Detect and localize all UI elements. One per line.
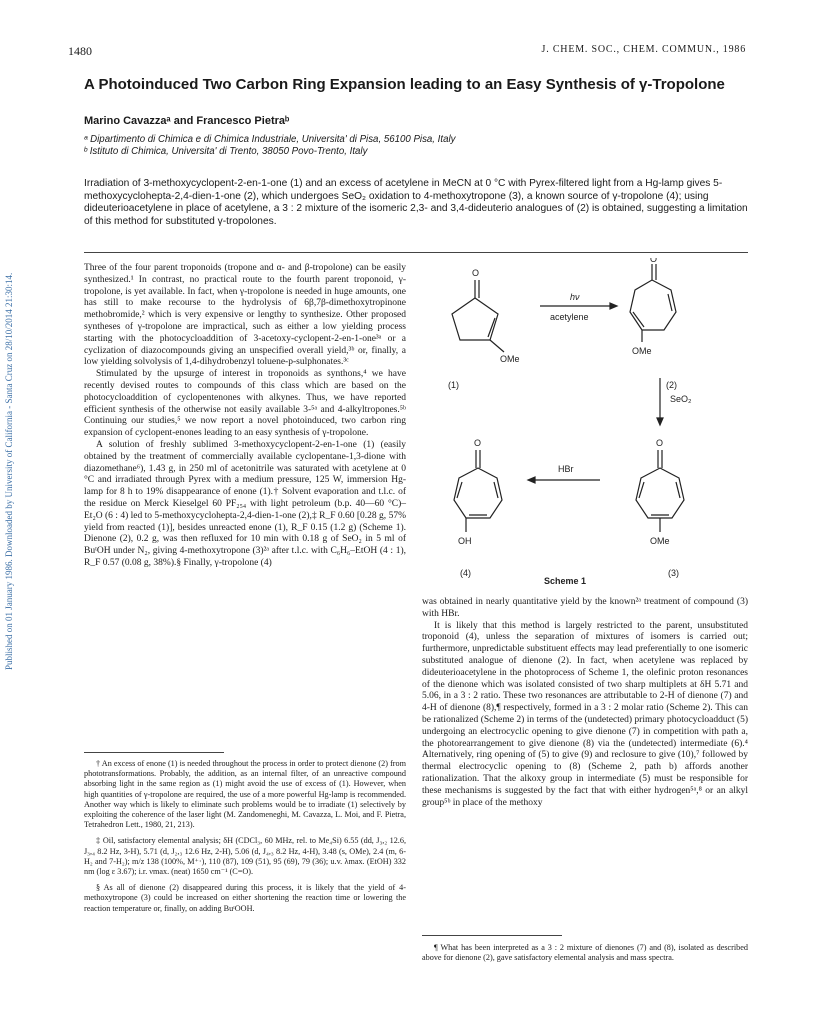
footnote-rule — [84, 752, 224, 753]
affiliation-b: ᵇ Istituto di Chimica, Universita' di Trento, 38050 Povo-Trento, Italy — [84, 146, 368, 157]
left-footnotes — [84, 759, 406, 920]
paragraph: A solution of freshly sublimed 3-methoxycyclopent-2-en-1-one (1) (easily obtained by the treatment of commercially available cyclopentane-1,3-dione with diazomethane⁶), 1.43 g, in 250 ml of acetonitrile was saturated with acetylene at 0 °C and irradiated through Pyrex with a medium pressure, 125 W, immersion Hg-lamp for 8 h to 19% disappearance of enone (1).† Solvent evaporation and t.l.c. of the residue on Merck Kieselgel 60 PF₂₅₄ with light petroleum (b.p. 40—60 °C)–Et₂O (6 : 4) led to 5-methoxycyclohepta-2,4-dien-1-one (2),‡ R_F 0.60 [0.28 g, 57% yield from reacted (1)], besides unreacted enone (1), R_F 0.15 (1.2 g) (Scheme 1). Dienone (2), 0.2 g, was then refluxed for 10 min with 0.18 g of SeO₂ in 5 ml of BuᵗOH under N₂, giving 4-methoxytropone (3)²ᵃ after t.l.c. with C₆H₆–EtOH (4 : 1), R_F 0.57 (0.08 g, 38%).§ Finally, γ-tropolone (4) — [84, 439, 406, 568]
right-footnote — [422, 943, 748, 969]
compound-2-label: (2) — [666, 380, 677, 390]
compound-2-ome: OMe — [632, 346, 652, 356]
compound-2-ring — [630, 280, 676, 330]
affiliation-a: ᵃ Dipartimento di Chimica e di Chimica Industriale, Universita' di Pisa, 56100 Pisa, Italy — [84, 134, 456, 145]
compound-4-oxygen: O — [474, 438, 482, 448]
affiliations — [84, 134, 744, 158]
page-number: 1480 — [68, 44, 92, 58]
footnote: ‡ Oil, satisfactory elemental analysis; δH (CDCl₃, 60 MHz, rel. to Me₄Si) 6.55 (dd, J₃,₂ 12.6, J₃,₄ 8.2 Hz, 3-H), 5.71 (d, J₂,₃ 12.6 Hz, 2-H), 5.06 (d, J₄,₃ 8.2 Hz, 4-H), 3.48 (s, OMe), 2.4 (m, 6-H₂ and 7-H₂); m/z 138 (100%, M⁺·), 110 (87), 109 (51), 95 (69), 79 (36); u.v. λmax. (EtOH) 332 nm (log ε 3.67); i.r. νmax. (neat) 1650 cm⁻¹ (C=O). — [84, 836, 406, 877]
arrow-3-label: HBr — [558, 464, 574, 474]
article-title: A Photoinduced Two Carbon Ring Expansion leading to an Easy Synthesis of γ-Tropolone — [84, 76, 725, 93]
paragraph: was obtained in nearly quantitative yield by the known²ᵃ treatment of compound (3) with HBr. — [422, 597, 748, 619]
arrow-1-top-label: hν — [570, 292, 580, 302]
journal-header: J. CHEM. SOC., CHEM. COMMUN., 1986 — [541, 44, 746, 55]
left-column — [84, 263, 406, 570]
footnote: † An excess of enone (1) is needed throughout the process in order to protect dienone (2) from phototransformations. Probably, the addition, as an internal filter, of an unreactive compound absorbing light in the same region as (1) might avoid the use of excess of (1). However, when high quantities of γ-tropolone are required, the use of a more powerful Hg-lamp is recommended. Another way which is likely to eliminate such problems would be to irradiate (1) selectively by exploiting the coherence of the laser light (M. Zandomeneghi, M. Cavazza, L. Moi, and F. Pietra, Tetrahedron Lett., 1980, 21, 213). — [84, 759, 406, 830]
footnote-rule-right — [422, 935, 562, 936]
footnote: § As all of dienone (2) disappeared during this process, it is likely that the yield of 4-methoxytropone (3) could be increased on either shortening the reaction time or lowering the reaction temperature or, finally, on adding BuᵗOOH. — [84, 883, 406, 913]
paragraph: It is likely that this method is largely restricted to the parent, unsubstituted troponoid (4), unless the separation of mixtures of isomers is carried out; furthermore, unpredictable substituent effects may lead preferentially to one isomeric substituted analogue of dienone (2). In fact, when acetylene was replaced by dideuterioacetylene in the photoprocess of Scheme 1, the olefinic proton resonances of the dienone which was isolated consisted of two sharp multiplets at δH 5.71 and 5.06, in a 3 : 2 ratio. These two resonances are attributable to 2-H of dienone (7) and 4-H of dienone (8),¶ respectively, formed in a 3 : 2 molar ratio (Scheme 2). This can be rationalized (Scheme 2) in terms of the (undetected) primary photocycloadduct (5) undergoing an electrocyclic opening to give dienone (7) in competition with path a, the photorearrangement to give dienone (8) via the (undetected) intermediate (6).⁴ Alternatively, ring opening of (5) to give (9) and reclosure to give (10),⁷ followed by thermal electrocyclic opening to (8) (Scheme 2, path b) affords another rationalization. That the alkoxy group in intermediate (5) must be responsible for these mechanisms is suggested by the fact that with either hydrogen⁵ᵃ,⁸ or an alkyl group⁵ᵇ in place of the methoxy — [422, 620, 748, 808]
compound-1-ome: OMe — [500, 354, 520, 364]
arrow-2-label: SeO₂ — [670, 394, 692, 404]
compound-1-label: (1) — [448, 380, 459, 390]
compound-4-ring — [454, 468, 502, 518]
paragraph: Three of the four parent troponoids (tropone and α- and β-tropolone) can be easily synthesized.¹ In contrast, no practical route to the fourth parent troponoid, γ-tropolone, is yet available. In fact, when γ-tropolone is needed in huge amounts, one has still to make recourse to the hydrolysis of 6β,7β-dimethoxytropinone methobromide,² which is very expensive or lengthy to synthesize. Other proposed syntheses of γ-tropolone are impractical, such as either a low yielding process starting with the photocycloaddition of 3-acetoxy-cyclopent-2-en-1-one³ᵃ or a cyclization of diazocompounds giving an unspecified overall yield,³ᵇ or, finally, a low yielding solvolysis of 1,4-dihydrobenzyl toluene-p-sulphonates.³ᶜ — [84, 263, 406, 368]
compound-4-label: (4) — [460, 568, 471, 578]
compound-1-ring — [452, 298, 498, 340]
compound-4-oh: OH — [458, 536, 472, 546]
arrow-1-bottom-label: acetylene — [550, 312, 589, 322]
compound-3-ome: OMe — [650, 536, 670, 546]
compound-3-label: (3) — [668, 568, 679, 578]
abstract: Irradiation of 3-methoxycyclopent-2-en-1-one (1) and an excess of acetylene in MeCN at 0 °C with Pyrex-filtered light from a Hg-lamp gives 5-methoxycyclohepta-2,4-dien-1-one (2), which undergoes SeO₂ oxidation to 4-methoxytropone (3), a known source of γ-tropolone (4); using dideuterioacetylene in place of acetylene, a 3 : 2 mixture of the isomeric 2,3- and 3,4-dideuterio analogues of (2) is obtained, suggesting a limitation of this method for substituted γ-tropolones. — [84, 178, 748, 227]
compound-2-oxygen: O — [650, 258, 658, 264]
compound-1-oxygen: O — [472, 268, 480, 278]
scheme-1-drawing — [420, 258, 720, 588]
right-column — [422, 597, 748, 809]
abstract-rule — [84, 252, 748, 253]
scheme-1 — [420, 258, 720, 588]
paragraph: Stimulated by the upsurge of interest in troponoids as synthons,⁴ we have recently devised routes to compounds of this class which are based on the photocycloaddition of cyclopentenones with alkynes. Thus, we have reported efficient synthesis of the otherwise not easily available 3-⁵ᵃ and 4-alkyltropones.⁵ᵇ Continuing our studies,⁵ we now report a novel photoinduced, two carbon ring expansion of cyclopent-enones leading to an easy synthesis of γ-tropolone. — [84, 369, 406, 439]
compound-3-oxygen: O — [656, 438, 664, 448]
compound-3-ring — [636, 468, 684, 518]
download-watermark: Published on 01 January 1986. Downloaded by University of California - Santa Cruz on 28/10/2014 21:30:14. — [4, 272, 14, 670]
footnote: ¶ What has been interpreted as a 3 : 2 mixture of dienones (7) and (8), isolated as described above for dienone (2), gave satisfactory elemental analysis and mass spectra. — [422, 943, 748, 963]
scheme-caption: Scheme 1 — [544, 576, 587, 586]
authors: Marino Cavazzaᵃ and Francesco Pietraᵇ — [84, 115, 290, 127]
